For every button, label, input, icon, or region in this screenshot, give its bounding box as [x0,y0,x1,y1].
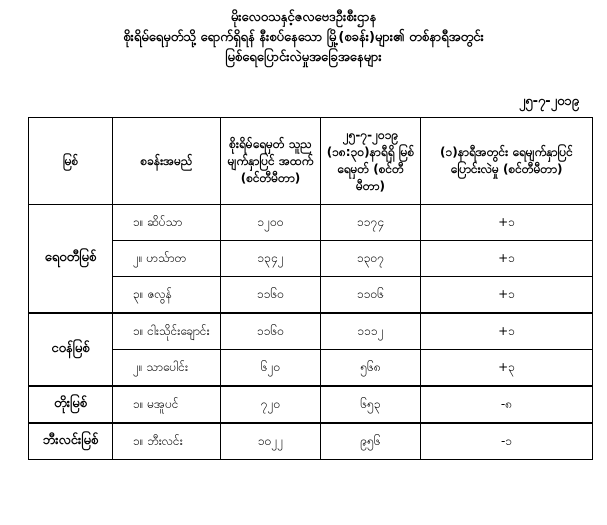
header-station: စခန်းအမည် [113,118,221,205]
current-level: ၁၁၇၄ [321,205,421,241]
report-date: ၂၅-၇-၂၀၁၉ [518,94,579,109]
current-level: ၁၃၀၇ [321,241,421,277]
danger-level: ၁၃၄၂ [221,241,321,277]
header-danger-level: စိုးရိမ်ရေမှတ် သူညမျက်နှာပြင် အထက် (စင်တီမီတာ) [221,118,321,205]
station-name: ၁။ ဆိပ်သာ [113,205,221,241]
danger-level: ၇၂၀ [221,386,321,423]
table-row [29,386,593,423]
river-name: တိုးမြစ် [29,386,113,423]
hourly-change: +၁ [421,313,593,350]
station-name: ၂။ ဟသ်ာတ [113,241,221,277]
current-level: ၁၁၁၂ [321,313,421,350]
river-name: ဘီးလင်းမြစ် [29,423,113,460]
report-subtitle: စိုးရိမ်ရေမှတ်သို့ ရောက်ရှိရန် နီးစပ်နေသော မြို့(စခန်း)များ၏ တစ်နာရီအတွင်း [123,30,484,45]
danger-level: ၆၂၀ [221,350,321,387]
table-row [29,241,593,277]
water-level-table [28,117,593,460]
station-name: ၂။ သာပေါင်း [113,350,221,387]
current-level: ၁၁၀၆ [321,277,421,314]
header-hourly-change: (၁)နာရီအတွင်း ရေမျက်နှာပြင်ပြောင်းလဲမှု (စင်တီမီတာ) [421,118,593,205]
hourly-change: +၁ [421,205,593,241]
danger-level: ၁၁၆၀ [221,313,321,350]
current-level: ၉၅၆ [321,423,421,460]
table-row [29,423,593,460]
danger-level: ၁၂၀၀ [221,205,321,241]
current-level: ၆၅၃ [321,386,421,423]
river-name: ငဝန်မြစ် [29,313,113,386]
table-header-row [29,118,593,205]
hourly-change: +၁ [421,241,593,277]
department-title: မိုးလေဝသနှင့်ဇလဗေဒဦးစီးဌာန [230,10,377,25]
hourly-change: -၈ [421,386,593,423]
hourly-change: +၃ [421,350,593,387]
header-current-level: ၂၅-၇-၂၀၁၉ (၁၈:၃၀)နာရီရှိ မြစ်ရေမှတ် (စင်တီမီတာ) [321,118,421,205]
station-name: ၁။ မအူပင် [113,386,221,423]
current-level: ၅၆၈ [321,350,421,387]
report-subtitle-2: မြစ်ရေပြောင်းလဲမှုအခြေအနေများ [225,50,382,65]
station-name: ၁။ ငါးသိုင်းချောင်း [113,313,221,350]
danger-level: ၁၁၆၀ [221,277,321,314]
station-name: ၁။ ဘီးလင်း [113,423,221,460]
hourly-change: -၁ [421,423,593,460]
hourly-change: +၁ [421,277,593,314]
station-name: ၃။ ဇလွန် [113,277,221,314]
table-row [29,313,593,350]
table-row [29,350,593,387]
table-row [29,277,593,314]
danger-level: ၁၀၂၂ [221,423,321,460]
header-river: မြစ် [29,118,113,205]
table-row [29,205,593,241]
river-name: ရေ၀တီမြစ် [29,205,113,314]
